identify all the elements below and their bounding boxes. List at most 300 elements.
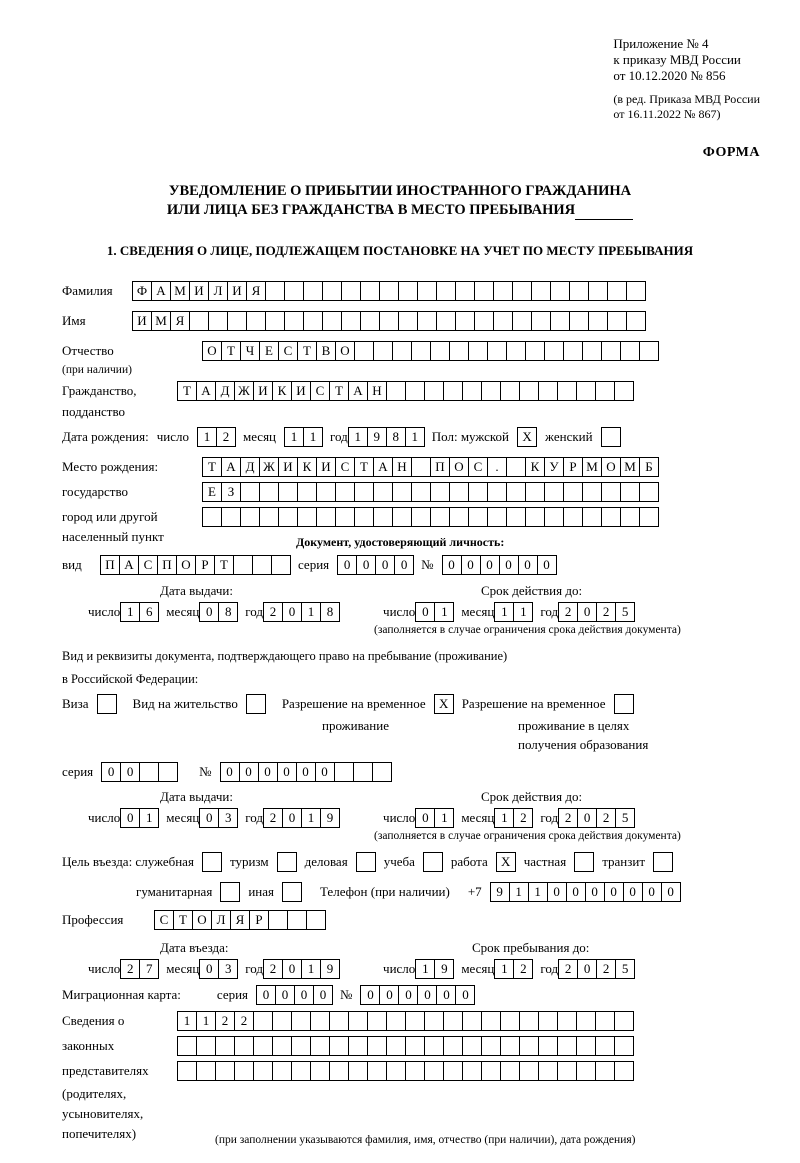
cell-box[interactable] (462, 1011, 482, 1031)
cell-box[interactable] (306, 910, 326, 930)
cell-box[interactable]: Р (563, 457, 583, 477)
cell-box[interactable] (177, 1061, 197, 1081)
cell-box[interactable] (386, 1036, 406, 1056)
cell-box[interactable] (430, 507, 450, 527)
cell-box[interactable] (215, 1061, 235, 1081)
field-entry-day[interactable] (120, 959, 158, 979)
cell-box[interactable]: 0 (518, 555, 538, 575)
cell-box[interactable] (329, 1061, 349, 1081)
cell-box[interactable] (253, 1061, 273, 1081)
cell-box[interactable] (449, 341, 469, 361)
cell-box[interactable] (449, 507, 469, 527)
cell-box[interactable]: 9 (490, 882, 510, 902)
cell-box[interactable] (500, 1036, 520, 1056)
cell-box[interactable] (639, 482, 659, 502)
cell-box[interactable]: 3 (218, 808, 238, 828)
cell-box[interactable] (329, 1011, 349, 1031)
checkbox-sex-male[interactable]: X (517, 427, 537, 447)
cell-box[interactable]: 1 (405, 427, 425, 447)
cell-box[interactable]: 0 (442, 555, 462, 575)
cell-box[interactable]: У (544, 457, 564, 477)
cell-box[interactable]: 0 (296, 762, 316, 782)
cell-box[interactable] (322, 281, 342, 301)
cell-box[interactable]: И (132, 311, 152, 331)
cell-box[interactable]: 0 (275, 985, 295, 1005)
cell-box[interactable] (221, 507, 241, 527)
cell-box[interactable] (481, 381, 501, 401)
cell-box[interactable]: 0 (566, 882, 586, 902)
cell-box[interactable] (291, 1011, 311, 1031)
cell-box[interactable]: 0 (256, 985, 276, 1005)
field-name[interactable] (132, 311, 645, 331)
cell-box[interactable] (430, 341, 450, 361)
cell-box[interactable]: 9 (434, 959, 454, 979)
cell-box[interactable] (335, 482, 355, 502)
cell-box[interactable]: А (373, 457, 393, 477)
cell-box[interactable] (607, 311, 627, 331)
cell-box[interactable]: 2 (234, 1011, 254, 1031)
cell-box[interactable]: О (192, 910, 212, 930)
cell-box[interactable] (538, 1011, 558, 1031)
cell-box[interactable] (297, 482, 317, 502)
cell-box[interactable]: Р (195, 555, 215, 575)
cell-box[interactable] (202, 507, 222, 527)
cell-box[interactable] (405, 1061, 425, 1081)
cell-box[interactable]: 0 (120, 762, 140, 782)
cell-box[interactable]: 0 (282, 959, 302, 979)
cell-box[interactable]: Т (329, 381, 349, 401)
cell-box[interactable]: Т (354, 457, 374, 477)
cell-box[interactable]: 0 (239, 762, 259, 782)
cell-box[interactable]: 0 (415, 808, 435, 828)
cell-box[interactable] (392, 507, 412, 527)
field-birth-year[interactable] (348, 427, 424, 447)
field-stay-year[interactable] (558, 959, 634, 979)
cell-box[interactable]: 0 (623, 882, 643, 902)
cell-box[interactable]: 0 (258, 762, 278, 782)
field-legal-row-2[interactable] (177, 1036, 633, 1056)
cell-box[interactable] (487, 341, 507, 361)
cell-box[interactable] (367, 1061, 387, 1081)
cell-box[interactable] (372, 762, 392, 782)
cell-box[interactable] (287, 910, 307, 930)
cell-box[interactable] (379, 281, 399, 301)
cell-box[interactable]: П (430, 457, 450, 477)
checkbox-visa[interactable] (97, 694, 117, 714)
cell-box[interactable] (525, 507, 545, 527)
cell-box[interactable] (373, 482, 393, 502)
cell-box[interactable] (531, 281, 551, 301)
cell-box[interactable]: 1 (139, 808, 159, 828)
cell-box[interactable] (177, 1036, 197, 1056)
cell-box[interactable]: 0 (294, 985, 314, 1005)
cell-box[interactable] (329, 1036, 349, 1056)
cell-box[interactable]: 0 (461, 555, 481, 575)
cell-box[interactable]: 0 (120, 808, 140, 828)
cell-box[interactable] (316, 507, 336, 527)
cell-box[interactable] (424, 1011, 444, 1031)
cell-box[interactable]: 8 (218, 602, 238, 622)
cell-box[interactable]: Д (215, 381, 235, 401)
cell-box[interactable] (601, 482, 621, 502)
cell-box[interactable]: В (316, 341, 336, 361)
cell-box[interactable]: 1 (301, 959, 321, 979)
cell-box[interactable] (639, 341, 659, 361)
cell-box[interactable]: 0 (604, 882, 624, 902)
cell-box[interactable]: 0 (417, 985, 437, 1005)
cell-box[interactable]: 5 (615, 959, 635, 979)
cell-box[interactable] (601, 507, 621, 527)
checkbox-edu-residence[interactable] (614, 694, 634, 714)
cell-box[interactable] (544, 482, 564, 502)
cell-box[interactable]: 0 (360, 985, 380, 1005)
cell-box[interactable] (525, 341, 545, 361)
cell-box[interactable]: Л (208, 281, 228, 301)
field-entry-month[interactable] (199, 959, 237, 979)
cell-box[interactable] (626, 311, 646, 331)
cell-box[interactable] (455, 311, 475, 331)
field-mig-series[interactable] (256, 985, 332, 1005)
cell-box[interactable] (582, 507, 602, 527)
cell-box[interactable] (411, 507, 431, 527)
field-legal-row-1[interactable] (177, 1011, 633, 1031)
cell-box[interactable] (563, 507, 583, 527)
cell-box[interactable]: 0 (455, 985, 475, 1005)
cell-box[interactable] (259, 507, 279, 527)
cell-box[interactable] (335, 507, 355, 527)
cell-box[interactable] (449, 482, 469, 502)
field-birthplace-city-2[interactable] (202, 507, 658, 527)
cell-box[interactable] (506, 457, 526, 477)
cell-box[interactable] (576, 1036, 596, 1056)
cell-box[interactable] (367, 1011, 387, 1031)
cell-box[interactable]: И (278, 457, 298, 477)
cell-box[interactable] (234, 1061, 254, 1081)
cell-box[interactable]: 1 (197, 427, 217, 447)
cell-box[interactable]: Т (214, 555, 234, 575)
cell-box[interactable] (576, 1061, 596, 1081)
field-doc-issue-day[interactable] (120, 602, 158, 622)
cell-box[interactable] (354, 507, 374, 527)
field-right-issue-year[interactable] (263, 808, 339, 828)
cell-box[interactable]: 1 (494, 959, 514, 979)
cell-box[interactable] (386, 381, 406, 401)
cell-box[interactable] (215, 1036, 235, 1056)
cell-box[interactable]: 0 (337, 555, 357, 575)
cell-box[interactable] (493, 311, 513, 331)
cell-box[interactable]: 0 (577, 808, 597, 828)
field-mig-number[interactable] (360, 985, 474, 1005)
cell-box[interactable] (291, 1061, 311, 1081)
cell-box[interactable] (310, 1061, 330, 1081)
cell-box[interactable]: 2 (120, 959, 140, 979)
cell-box[interactable]: 2 (596, 808, 616, 828)
cell-box[interactable]: О (176, 555, 196, 575)
cell-box[interactable] (550, 311, 570, 331)
cell-box[interactable]: С (468, 457, 488, 477)
field-doc-valid-year[interactable] (558, 602, 634, 622)
cell-box[interactable]: К (525, 457, 545, 477)
cell-box[interactable] (525, 482, 545, 502)
cell-box[interactable] (208, 311, 228, 331)
cell-box[interactable] (265, 311, 285, 331)
cell-box[interactable] (436, 281, 456, 301)
cell-box[interactable]: 0 (379, 985, 399, 1005)
cell-box[interactable]: 9 (367, 427, 387, 447)
cell-box[interactable] (405, 381, 425, 401)
cell-box[interactable]: 1 (509, 882, 529, 902)
cell-box[interactable]: 2 (558, 959, 578, 979)
cell-box[interactable]: 0 (356, 555, 376, 575)
cell-box[interactable] (500, 1061, 520, 1081)
cell-box[interactable] (487, 482, 507, 502)
cell-box[interactable] (417, 311, 437, 331)
cell-box[interactable] (272, 1011, 292, 1031)
cell-box[interactable]: О (202, 341, 222, 361)
cell-box[interactable]: И (227, 281, 247, 301)
cell-box[interactable] (240, 507, 260, 527)
cell-box[interactable]: 0 (661, 882, 681, 902)
cell-box[interactable]: 1 (301, 808, 321, 828)
cell-box[interactable]: 1 (494, 602, 514, 622)
cell-box[interactable] (405, 1011, 425, 1031)
cell-box[interactable]: 0 (282, 808, 302, 828)
cell-box[interactable] (563, 341, 583, 361)
cell-box[interactable] (563, 482, 583, 502)
checkbox-temp-residence[interactable]: X (434, 694, 454, 714)
cell-box[interactable] (588, 281, 608, 301)
cell-box[interactable] (341, 281, 361, 301)
cell-box[interactable] (398, 281, 418, 301)
cell-box[interactable] (398, 311, 418, 331)
cell-box[interactable] (607, 281, 627, 301)
cell-box[interactable]: 0 (436, 985, 456, 1005)
checkbox-purpose-service[interactable] (202, 852, 222, 872)
cell-box[interactable] (252, 555, 272, 575)
field-right-issue-month[interactable] (199, 808, 237, 828)
cell-box[interactable] (424, 1036, 444, 1056)
cell-box[interactable] (348, 1036, 368, 1056)
cell-box[interactable] (557, 381, 577, 401)
cell-box[interactable]: 0 (415, 602, 435, 622)
cell-box[interactable] (354, 341, 374, 361)
cell-box[interactable] (519, 1061, 539, 1081)
field-doc-series[interactable] (337, 555, 413, 575)
field-patronymic[interactable] (202, 341, 658, 361)
cell-box[interactable] (544, 507, 564, 527)
checkbox-residence-permit[interactable] (246, 694, 266, 714)
cell-box[interactable] (481, 1061, 501, 1081)
cell-box[interactable]: 2 (596, 959, 616, 979)
cell-box[interactable]: А (119, 555, 139, 575)
cell-box[interactable] (316, 482, 336, 502)
cell-box[interactable] (468, 507, 488, 527)
cell-box[interactable]: 0 (547, 882, 567, 902)
cell-box[interactable]: 5 (615, 808, 635, 828)
cell-box[interactable] (639, 507, 659, 527)
cell-box[interactable]: 1 (513, 602, 533, 622)
cell-box[interactable] (278, 507, 298, 527)
cell-box[interactable] (481, 1011, 501, 1031)
cell-box[interactable]: 1 (434, 808, 454, 828)
cell-box[interactable]: Л (211, 910, 231, 930)
cell-box[interactable] (227, 311, 247, 331)
cell-box[interactable]: 1 (120, 602, 140, 622)
field-profession[interactable] (154, 910, 325, 930)
cell-box[interactable]: 2 (263, 602, 283, 622)
cell-box[interactable] (189, 311, 209, 331)
cell-box[interactable]: Т (173, 910, 193, 930)
cell-box[interactable] (392, 482, 412, 502)
cell-box[interactable] (474, 311, 494, 331)
cell-box[interactable]: К (272, 381, 292, 401)
cell-box[interactable]: Т (297, 341, 317, 361)
cell-box[interactable] (253, 1036, 273, 1056)
cell-box[interactable] (519, 1036, 539, 1056)
cell-box[interactable] (512, 281, 532, 301)
cell-box[interactable] (588, 311, 608, 331)
cell-box[interactable]: О (449, 457, 469, 477)
cell-box[interactable] (240, 482, 260, 502)
cell-box[interactable] (576, 381, 596, 401)
cell-box[interactable]: О (601, 457, 621, 477)
cell-box[interactable] (373, 341, 393, 361)
cell-box[interactable]: Я (246, 281, 266, 301)
cell-box[interactable]: 2 (596, 602, 616, 622)
cell-box[interactable]: 1 (196, 1011, 216, 1031)
cell-box[interactable]: 3 (218, 959, 238, 979)
cell-box[interactable]: Т (177, 381, 197, 401)
cell-box[interactable]: 0 (315, 762, 335, 782)
cell-box[interactable] (405, 1036, 425, 1056)
field-doc-issue-year[interactable] (263, 602, 339, 622)
cell-box[interactable] (424, 1061, 444, 1081)
cell-box[interactable] (265, 281, 285, 301)
cell-box[interactable]: И (253, 381, 273, 401)
cell-box[interactable]: 1 (434, 602, 454, 622)
field-right-valid-month[interactable] (494, 808, 532, 828)
checkbox-purpose-humanitarian[interactable] (220, 882, 240, 902)
cell-box[interactable] (576, 1011, 596, 1031)
cell-box[interactable] (303, 311, 323, 331)
cell-box[interactable]: 2 (558, 808, 578, 828)
checkbox-purpose-study[interactable] (423, 852, 443, 872)
cell-box[interactable]: 1 (494, 808, 514, 828)
cell-box[interactable]: 1 (177, 1011, 197, 1031)
cell-box[interactable] (278, 482, 298, 502)
cell-box[interactable] (268, 910, 288, 930)
cell-box[interactable] (443, 1061, 463, 1081)
cell-box[interactable]: 5 (615, 602, 635, 622)
cell-box[interactable] (557, 1036, 577, 1056)
field-stay-day[interactable] (415, 959, 453, 979)
cell-box[interactable]: С (154, 910, 174, 930)
cell-box[interactable]: Ж (259, 457, 279, 477)
cell-box[interactable]: Я (170, 311, 190, 331)
cell-box[interactable]: 1 (301, 602, 321, 622)
checkbox-sex-female[interactable] (601, 427, 621, 447)
cell-box[interactable] (443, 381, 463, 401)
cell-box[interactable] (601, 341, 621, 361)
cell-box[interactable]: 2 (513, 808, 533, 828)
cell-box[interactable]: А (221, 457, 241, 477)
cell-box[interactable] (620, 482, 640, 502)
cell-box[interactable] (341, 311, 361, 331)
field-citizenship[interactable] (177, 381, 633, 401)
cell-box[interactable] (348, 1061, 368, 1081)
cell-box[interactable] (334, 762, 354, 782)
cell-box[interactable] (595, 1061, 615, 1081)
cell-box[interactable]: 0 (375, 555, 395, 575)
cell-box[interactable] (284, 281, 304, 301)
field-doc-kind[interactable] (100, 555, 290, 575)
cell-box[interactable] (595, 381, 615, 401)
cell-box[interactable]: 0 (101, 762, 121, 782)
cell-box[interactable]: 0 (282, 602, 302, 622)
cell-box[interactable]: С (310, 381, 330, 401)
cell-box[interactable]: 2 (215, 1011, 235, 1031)
cell-box[interactable] (353, 762, 373, 782)
cell-box[interactable]: 0 (499, 555, 519, 575)
cell-box[interactable]: М (170, 281, 190, 301)
cell-box[interactable]: 8 (320, 602, 340, 622)
cell-box[interactable] (468, 341, 488, 361)
field-phone[interactable] (490, 882, 680, 902)
cell-box[interactable]: 9 (320, 959, 340, 979)
checkbox-purpose-other[interactable] (282, 882, 302, 902)
cell-box[interactable]: Т (202, 457, 222, 477)
cell-box[interactable] (626, 281, 646, 301)
checkbox-purpose-private[interactable] (574, 852, 594, 872)
cell-box[interactable]: П (100, 555, 120, 575)
cell-box[interactable]: 0 (199, 959, 219, 979)
cell-box[interactable] (322, 311, 342, 331)
cell-box[interactable] (411, 482, 431, 502)
cell-box[interactable]: П (157, 555, 177, 575)
checkbox-purpose-business[interactable] (356, 852, 376, 872)
cell-box[interactable]: Р (249, 910, 269, 930)
cell-box[interactable]: Ф (132, 281, 152, 301)
field-doc-valid-day[interactable] (415, 602, 453, 622)
cell-box[interactable]: 2 (263, 959, 283, 979)
cell-box[interactable] (614, 381, 634, 401)
cell-box[interactable]: Я (230, 910, 250, 930)
field-right-valid-day[interactable] (415, 808, 453, 828)
cell-box[interactable] (519, 381, 539, 401)
cell-box[interactable] (481, 1036, 501, 1056)
cell-box[interactable]: 0 (199, 602, 219, 622)
field-legal-row-3[interactable] (177, 1061, 633, 1081)
cell-box[interactable]: А (348, 381, 368, 401)
cell-box[interactable] (557, 1011, 577, 1031)
cell-box[interactable] (196, 1061, 216, 1081)
cell-box[interactable]: М (151, 311, 171, 331)
cell-box[interactable] (253, 1011, 273, 1031)
cell-box[interactable] (620, 341, 640, 361)
cell-box[interactable] (272, 1061, 292, 1081)
cell-box[interactable] (271, 555, 291, 575)
cell-box[interactable] (386, 1061, 406, 1081)
cell-box[interactable] (139, 762, 159, 782)
cell-box[interactable] (544, 341, 564, 361)
cell-box[interactable] (462, 1061, 482, 1081)
cell-box[interactable] (367, 1036, 387, 1056)
cell-box[interactable]: Ж (234, 381, 254, 401)
field-doc-number[interactable] (442, 555, 556, 575)
cell-box[interactable] (512, 311, 532, 331)
field-birth-month[interactable] (284, 427, 322, 447)
field-right-issue-day[interactable] (120, 808, 158, 828)
